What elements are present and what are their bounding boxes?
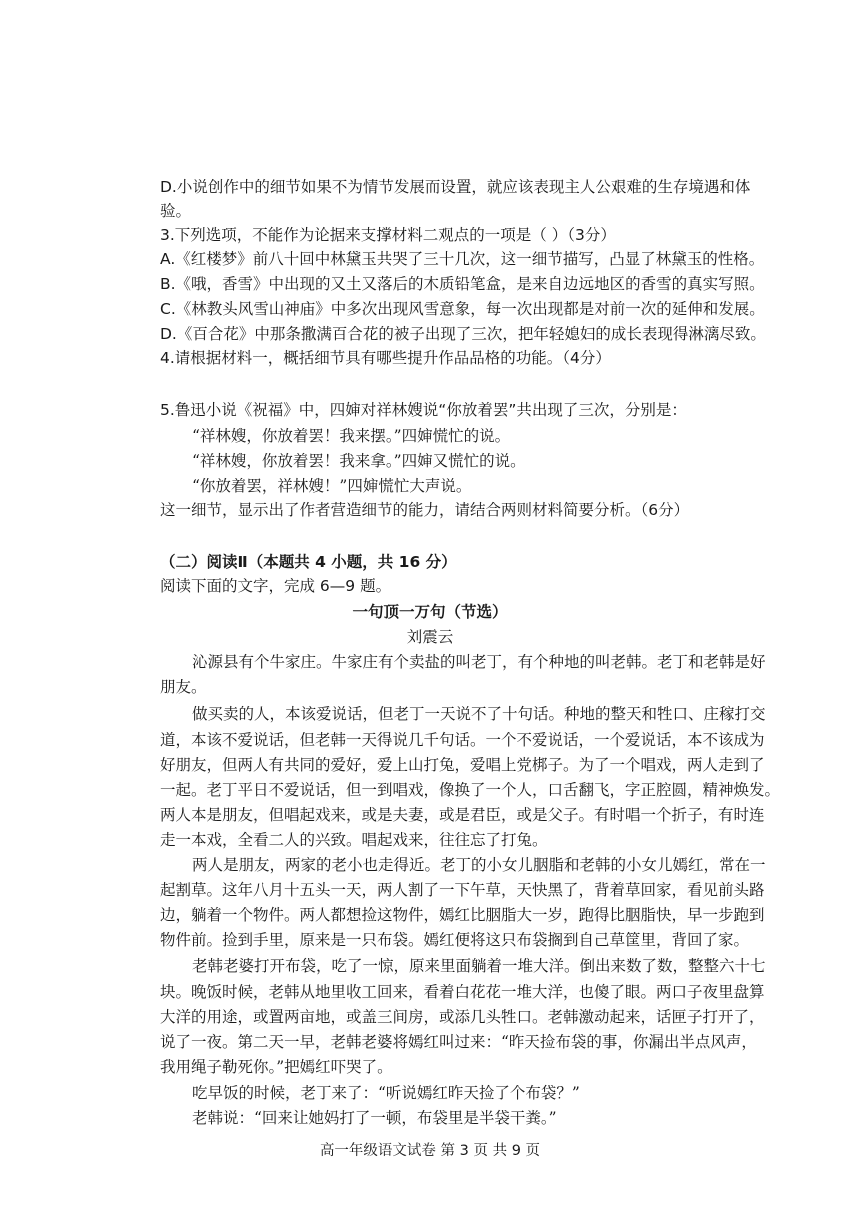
passage-line: 两人本是朋友，但唱起戏来，或是夫妻，或是君臣，或是父子。有时唱一个折子，有时连 bbox=[160, 806, 765, 824]
q2-option-d-line1: D.小说创作中的细节如果不为情节发展而设置，就应该表现主人公艰难的生存境遇和体 bbox=[160, 178, 751, 196]
passage-line: 边，躺着一个物件。两人都想捡这物件，嫣红比胭脂大一岁，跑得比胭脂快，早一步跑到 bbox=[160, 906, 765, 924]
q5-quote-3: “你放着罢，祥林嫂！”四婶慌忙大声说。 bbox=[192, 477, 472, 495]
section-instruction: 阅读下面的文字，完成 6—9 题。 bbox=[160, 577, 392, 595]
q2-option-d-line2: 验。 bbox=[160, 202, 192, 220]
passage-line: 起割草。这年八月十五头一天，两人割了一下午草，天快黑了，背着草回家，看见前头路 bbox=[160, 881, 765, 899]
q3-option-c: C.《林教头风雪山神庙》中多次出现风雪意象，每一次出现都是对前一次的延伸和发展。 bbox=[160, 300, 765, 318]
passage-author: 刘震云 bbox=[406, 628, 454, 646]
q5-quote-1: “祥林嫂，你放着罢！我来摆。”四婶慌忙的说。 bbox=[192, 427, 511, 445]
page-footer: 高一年级语文试卷 第 3 页 共 9 页 bbox=[319, 1143, 541, 1159]
passage-line: 大洋的用途，或置两亩地，或盖三间房，或添几头牲口。老韩激动起来，话匣子打开了， bbox=[160, 1008, 765, 1026]
passage-line: 朋友。 bbox=[160, 678, 207, 696]
passage-line: 块。晚饭时候，老韩从地里收工回来，看着白花花一堆大洋，也傻了眼。两口子夜里盘算 bbox=[160, 983, 765, 1001]
q4-stem: 4.请根据材料一，概括细节具有哪些提升作品品格的功能。（4分） bbox=[160, 349, 611, 367]
q3-stem: 3.下列选项，不能作为论据来支撑材料二观点的一项是（ ）（3分） bbox=[160, 226, 616, 244]
passage-line: 我用绳子勒死你。”把嫣红吓哭了。 bbox=[160, 1058, 393, 1076]
passage-line: 说了一夜。第二天一早，老韩老婆将嫣红叫过来：“昨天捡布袋的事，你漏出半点风声， bbox=[160, 1033, 757, 1051]
q5-stem: 5.鲁迅小说《祝福》中，四婶对祥林嫂说“你放着罢”共出现了三次，分别是： bbox=[160, 401, 687, 419]
passage-line: 物件前。捡到手里，原来是一只布袋。嫣红便将这只布袋搁到自己草筐里，背回了家。 bbox=[160, 931, 750, 949]
passage-title: 一句顶一万句（节选） bbox=[352, 603, 508, 621]
passage-line: 道，本该不爱说话，但老韩一天得说几千句话。一个不爱说话，一个爱说话，本不该成为 bbox=[160, 731, 765, 749]
q3-option-a: A.《红楼梦》前八十回中林黛玉共哭了三十几次，这一细节描写，凸显了林黛玉的性格。 bbox=[160, 250, 765, 268]
q5-prompt: 这一细节，显示出了作者营造细节的能力，请结合两则材料简要分析。（6分） bbox=[160, 501, 690, 519]
passage-line: 吃早饭的时候，老丁来了：“听说嫣红昨天捡了个布袋？” bbox=[192, 1084, 580, 1102]
q3-option-b: B.《哦，香雪》中出现的又土又落后的木质铅笔盒，是来自边远地区的香雪的真实写照。 bbox=[160, 275, 765, 293]
passage-line: 老韩说：“回来让她妈打了一顿，布袋里是半袋干粪。” bbox=[192, 1109, 557, 1127]
q3-option-d: D.《百合花》中那条撒满百合花的被子出现了三次，把年轻媳妇的成长表现得淋漓尽致。 bbox=[160, 325, 766, 343]
passage-line: 老韩老婆打开布袋，吃了一惊，原来里面躺着一堆大洋。倒出来数了数，整整六十七 bbox=[192, 957, 766, 975]
passage-line: 一起。老丁平日不爱说话，但一到唱戏，像换了一个人，口舌翻飞，字正腔圆，精神焕发。 bbox=[160, 781, 781, 799]
section-heading: （二）阅读Ⅱ（本题共 4 小题，共 16 分） bbox=[160, 553, 457, 571]
passage-line: 沁源县有个牛家庄。牛家庄有个卖盐的叫老丁，有个种地的叫老韩。老丁和老韩是好 bbox=[192, 653, 766, 671]
passage-line: 走一本戏，全看二人的兴致。唱起戏来，往往忘了打兔。 bbox=[160, 831, 548, 849]
passage-line: 好朋友，但两人有共同的爱好，爱上山打兔，爱唱上党梆子。为了一个唱戏，两人走到了 bbox=[160, 756, 765, 774]
q5-quote-2: “祥林嫂，你放着罢！我来拿。”四婶又慌忙的说。 bbox=[192, 452, 526, 470]
passage-line: 做买卖的人，本该爱说话，但老丁一天说不了十句话。种地的整天和牲口、庄稼打交 bbox=[192, 705, 766, 723]
passage-line: 两人是朋友，两家的老小也走得近。老丁的小女儿胭脂和老韩的小女儿嫣红，常在一 bbox=[192, 856, 766, 874]
